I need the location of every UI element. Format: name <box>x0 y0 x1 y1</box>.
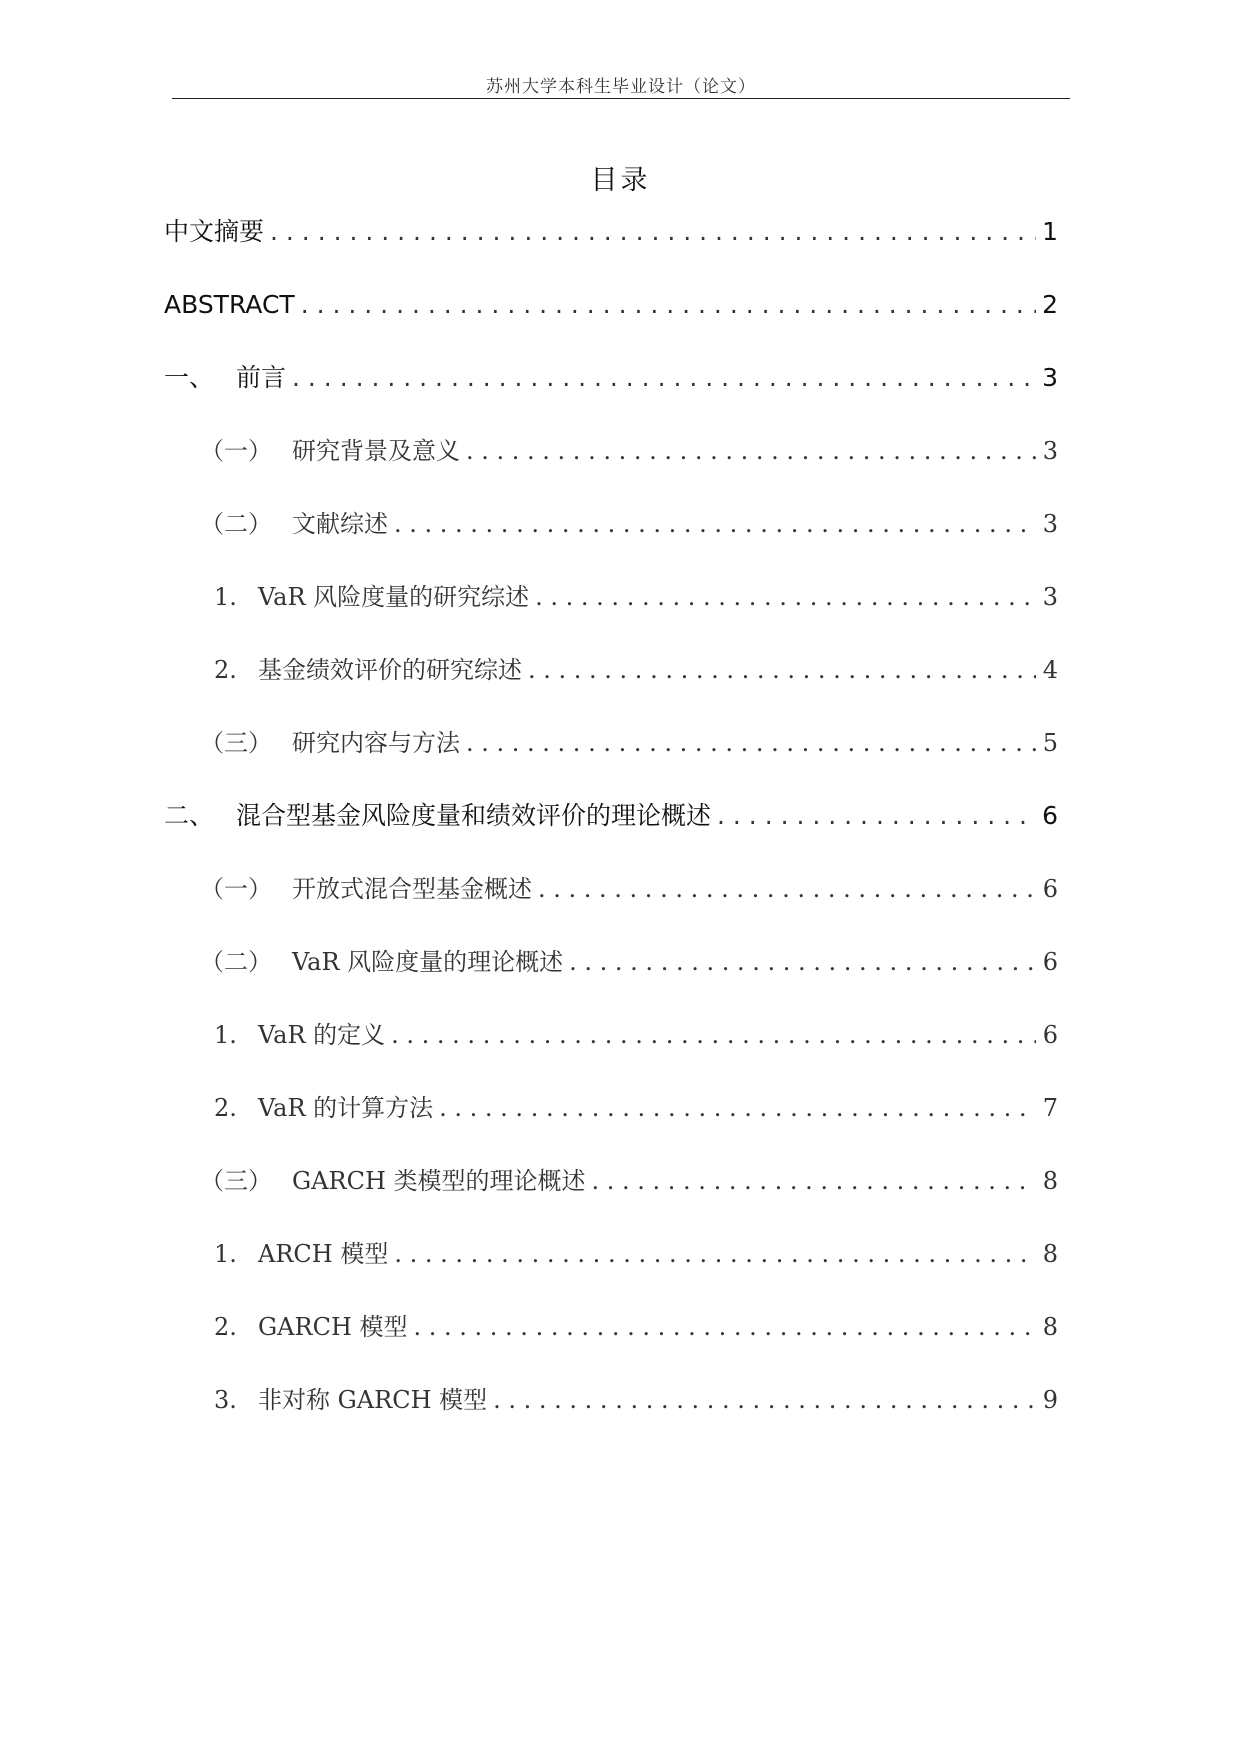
toc-entry-label: 开放式混合型基金概述 <box>292 875 532 903</box>
toc-page-number: 3 <box>1042 510 1058 538</box>
toc-entry-number: 1. <box>214 583 237 611</box>
toc-entry-number: （三） <box>200 729 272 757</box>
toc-entry-section-1-3[interactable] <box>200 725 1058 761</box>
toc-entry-subsection-2-2-2[interactable] <box>214 1090 1058 1126</box>
toc-entry-label: 研究背景及意义 <box>292 437 460 465</box>
toc-entry-label: VaR 的定义 <box>258 1021 386 1049</box>
toc-entry-abstract[interactable] <box>164 287 1058 323</box>
toc-page-number: 5 <box>1042 729 1058 757</box>
toc-entry-number: 2. <box>214 1094 237 1122</box>
toc-page-number: 3 <box>1042 437 1058 465</box>
toc-page-number: 6 <box>1042 1021 1058 1049</box>
toc-dot-leader <box>301 287 1036 323</box>
toc-entry-subsection-1-2-2[interactable] <box>214 652 1058 688</box>
toc-entry-chapter-2[interactable] <box>164 798 1058 834</box>
toc-page-number: 8 <box>1042 1167 1058 1195</box>
toc-entry-label: 混合型基金风险度量和绩效评价的理论概述 <box>236 801 712 830</box>
toc-entry-label: 前言 <box>236 363 287 392</box>
toc-dot-leader <box>569 944 1036 980</box>
toc-entry-label: 文献综述 <box>292 510 388 538</box>
toc-dot-leader <box>439 1090 1036 1126</box>
toc-entry-label: 非对称 GARCH 模型 <box>258 1386 488 1414</box>
toc-entry-subsection-2-3-2[interactable] <box>214 1309 1058 1345</box>
toc-entry-number: （一） <box>200 875 272 903</box>
toc-entry-label: 研究内容与方法 <box>292 729 460 757</box>
toc-page-number: 1 <box>1042 217 1058 246</box>
toc-entry-number: 2. <box>214 656 237 684</box>
toc-dot-leader <box>394 1236 1036 1272</box>
running-header: 苏州大学本科生毕业设计（论文） <box>486 77 756 97</box>
toc-page-number: 2 <box>1042 290 1058 319</box>
toc-dot-leader <box>394 506 1036 542</box>
toc-entry-label: 中文摘要 <box>164 217 265 246</box>
toc-page-number: 3 <box>1042 363 1058 392</box>
toc-dot-leader <box>535 579 1036 615</box>
toc-title: 目录 <box>590 165 651 196</box>
toc-entry-number: （二） <box>200 510 272 538</box>
toc-entry-number: 1. <box>214 1240 237 1268</box>
toc-entry-label: VaR 风险度量的理论概述 <box>292 948 564 976</box>
toc-entry-chapter-1[interactable] <box>164 360 1058 396</box>
toc-entry-subsection-2-3-1[interactable] <box>214 1236 1058 1272</box>
toc-entry-label: ABSTRACT <box>164 290 295 319</box>
toc-dot-leader <box>414 1309 1037 1345</box>
toc-page-number: 4 <box>1042 656 1058 684</box>
toc-dot-leader <box>528 652 1036 688</box>
toc-entry-section-1-2[interactable] <box>200 506 1058 542</box>
toc-dot-leader <box>466 433 1036 469</box>
toc-dot-leader <box>493 1382 1036 1418</box>
toc-entry-section-1-1[interactable] <box>200 433 1058 469</box>
toc-dot-leader <box>717 798 1036 834</box>
toc-entry-section-2-3[interactable] <box>200 1163 1058 1199</box>
toc-entry-label: VaR 风险度量的研究综述 <box>258 583 530 611</box>
toc-entry-number: （一） <box>200 437 272 465</box>
toc-page-number: 6 <box>1042 875 1058 903</box>
toc-dot-leader <box>391 1017 1036 1053</box>
toc-page-number: 6 <box>1042 801 1058 830</box>
toc-dot-leader <box>538 871 1036 907</box>
toc-entry-number: 2. <box>214 1313 237 1341</box>
toc-entry-section-2-2[interactable] <box>200 944 1058 980</box>
toc-entry-number: 一、 <box>164 363 215 392</box>
toc-page-number: 9 <box>1042 1386 1058 1414</box>
toc-entry-label: VaR 的计算方法 <box>258 1094 434 1122</box>
toc-entry-chinese-abstract[interactable] <box>164 214 1058 250</box>
toc-entry-number: 1. <box>214 1021 237 1049</box>
toc-dot-leader <box>466 725 1036 761</box>
toc-entry-number: 二、 <box>164 801 215 830</box>
toc-entry-number: （三） <box>200 1167 272 1195</box>
toc-entry-label: GARCH 模型 <box>258 1313 408 1341</box>
toc-entry-label: GARCH 类模型的理论概述 <box>292 1167 586 1195</box>
toc-entry-section-2-1[interactable] <box>200 871 1058 907</box>
toc-page-number: 3 <box>1042 583 1058 611</box>
toc-entry-label: 基金绩效评价的研究综述 <box>258 656 522 684</box>
toc-entry-subsection-2-3-3[interactable] <box>214 1382 1058 1418</box>
toc-page-number: 8 <box>1042 1313 1058 1341</box>
toc-dot-leader <box>292 360 1036 396</box>
toc-page-number: 6 <box>1042 948 1058 976</box>
toc-page-number: 8 <box>1042 1240 1058 1268</box>
toc-entry-subsection-1-2-1[interactable] <box>214 579 1058 615</box>
toc-dot-leader <box>592 1163 1037 1199</box>
toc-entry-label: ARCH 模型 <box>258 1240 389 1268</box>
toc-entry-subsection-2-2-1[interactable] <box>214 1017 1058 1053</box>
toc-entry-number: 3. <box>214 1386 237 1414</box>
toc-dot-leader <box>270 214 1036 250</box>
toc-page-number: 7 <box>1042 1094 1058 1122</box>
toc-entry-number: （二） <box>200 948 272 976</box>
